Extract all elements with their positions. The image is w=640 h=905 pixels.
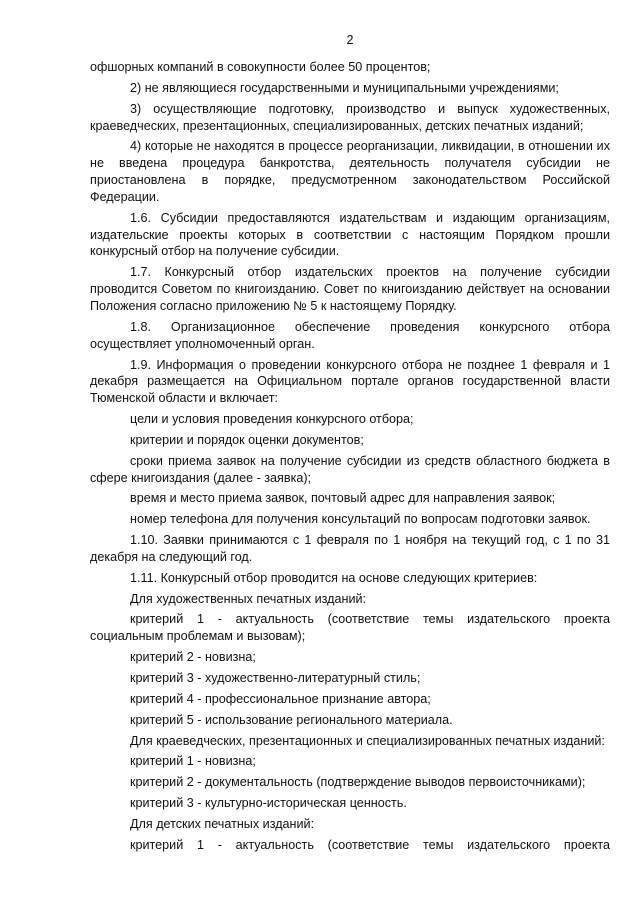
page-number: 2 xyxy=(346,33,354,47)
paragraph: критерии и порядок оценки документов; xyxy=(130,432,364,447)
paragraph: офшорных компаний в совокупности более 50 процентов; xyxy=(90,60,431,74)
paragraph: Для художественных печатных изданий: xyxy=(130,591,367,606)
paragraph: 1.7. Конкурсный отбор издательских проектов на получение субсидии проводится Советом по книгоизданию. Совет по книгоизданию действует на основании Положения согласно приложению № 5 к настоящему Порядку. xyxy=(90,265,610,313)
paragraph: 2) не являющиеся государственными и муниципальными учреждениями; xyxy=(130,80,559,95)
paragraph: цели и условия проведения конкурсного отбора; xyxy=(130,412,414,427)
paragraph: критерий 5 - использование регионального материала. xyxy=(130,712,453,727)
paragraph: время и место приема заявок, почтовый адрес для направления заявок; xyxy=(130,491,556,506)
paragraph: критерий 3 - культурно-историческая ценность. xyxy=(130,796,407,811)
paragraph: критерий 1 - новизна; xyxy=(130,754,256,769)
paragraph: критерий 2 - новизна; xyxy=(130,650,256,665)
paragraph: 1.8. Организационное обеспечение проведения конкурсного отбора осуществляет уполномоченный орган. xyxy=(90,319,610,351)
paragraph: номер телефона для получения консультаций по вопросам подготовки заявок. xyxy=(130,512,591,527)
paragraph: критерий 4 - профессиональное признание автора; xyxy=(130,691,431,706)
paragraph: 1.11. Конкурсный отбор проводится на основе следующих критериев: xyxy=(130,570,538,585)
paragraph: 1.9. Информация о проведении конкурсного отбора не позднее 1 февраля и 1 декабря размещается на Официальном портале органов государственной власти Тюменской области и включает: xyxy=(90,357,610,406)
paragraph: 3) осуществляющие подготовку, производство и выпуск художественных, краеведческих, презентационных, специализированных, детских печатных изданий; xyxy=(90,101,610,133)
paragraph: 1.6. Субсидии предоставляются издательствам и издающим организациям, издательские проекты которых в соответствии с настоящим Порядком прошли конкурсный отбор на получение субсидии. xyxy=(90,210,610,259)
paragraph: критерий 1 - актуальность (соответствие темы издательского проекта xyxy=(130,837,610,852)
document-page xyxy=(90,0,610,905)
paragraph: критерий 1 - актуальность (соответствие темы издательского проекта социальным проблемам и вызовам); xyxy=(90,612,610,644)
paragraph: 4) которые не находятся в процессе реорганизации, ликвидации, в отношении их не введена процедура банкротства, деятельность получателя субсидии не приостановлена в порядке, предусмотренном законодательством Российской Федерации. xyxy=(90,139,610,204)
paragraph: сроки приема заявок на получение субсидии из средств областного бюджета в сфере книгоиздания (далее - заявка); xyxy=(90,453,610,485)
paragraph: критерий 3 - художественно-литературный стиль; xyxy=(130,671,421,685)
paragraph: критерий 2 - документальность (подтверждение выводов первоисточниками); xyxy=(130,775,586,790)
paragraph: 1.10. Заявки принимаются с 1 февраля по 1 ноября на текущий год, с 1 по 31 декабря на следующий год. xyxy=(90,533,610,564)
document-body xyxy=(90,59,610,854)
paragraph: Для краеведческих, презентационных и специализированных печатных изданий: xyxy=(130,733,605,748)
paragraph: Для детских печатных изданий: xyxy=(130,816,315,831)
